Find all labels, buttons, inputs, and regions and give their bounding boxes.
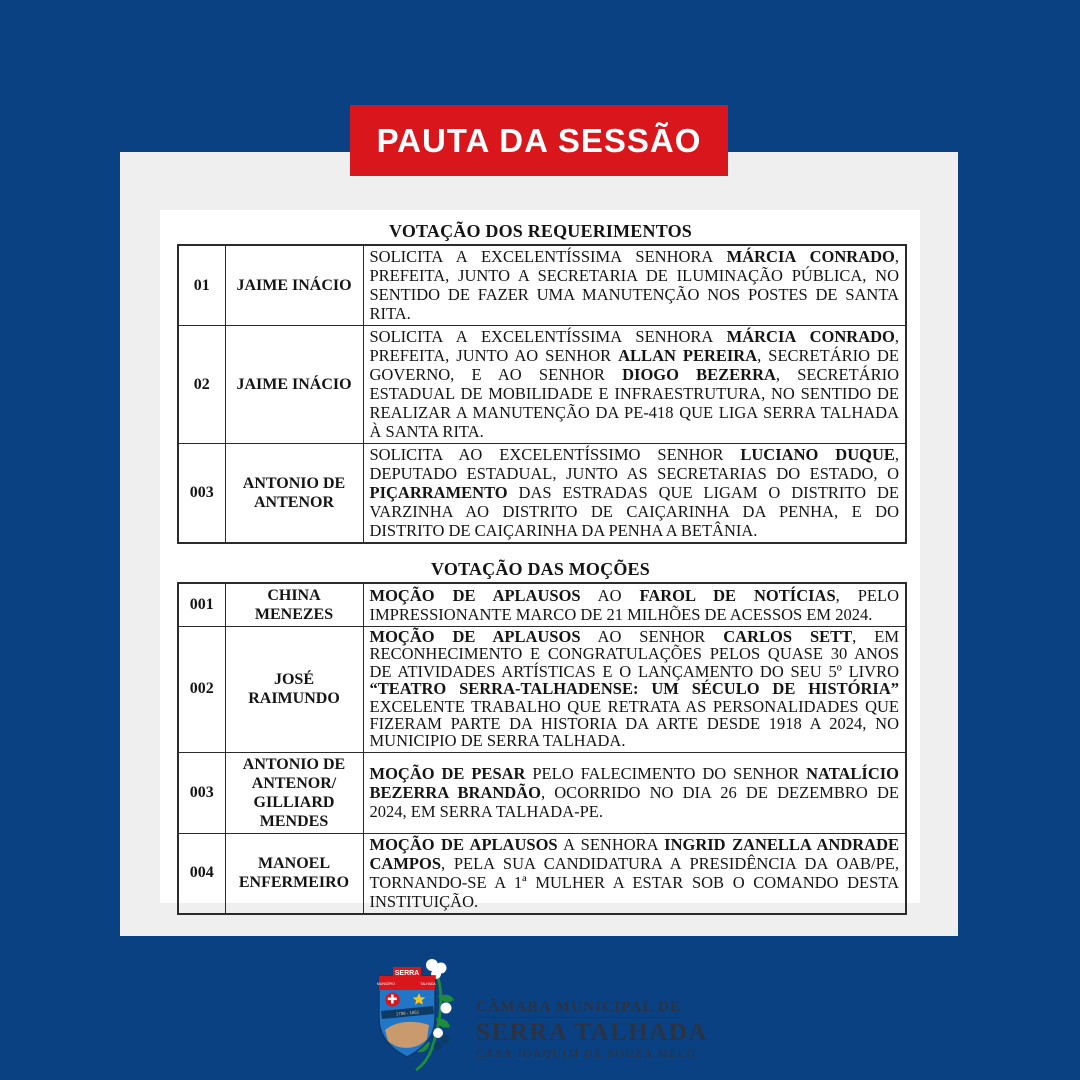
svg-text:MUNICÍPIO: MUNICÍPIO: [377, 982, 396, 986]
row-number-cell: 003: [178, 444, 225, 544]
mocoes-section-title: VOTAÇÃO DAS MOÇÕES: [431, 559, 650, 579]
description-cell: MOÇÃO DE APLAUSOS AO SENHOR CARLOS SETT, EM RECONHECIMENTO E CONGRATULAÇÕES PELOS QUASE 30 ANOS DE ATIVIDADES ARTÍSTICAS E O LANÇAMENTO DO SEU 5º LIVRO “TEATRO SERRA-TALHADENSE: UM SÉCULO DE HISTÓRIA” EXCELENTE TRABALHO QUE RETRATA AS PERSONALIDADES QUE FIZERAM PARTE DA HISTORIA DA ARTE DESDE 1918 A 2024, NO MUNICIPIO DE SERRA TALHADA.: [363, 627, 906, 753]
author-cell: ANTONIO DE ANTENOR: [225, 444, 363, 544]
description-cell: SOLICITA AO EXCELENTÍSSIMO SENHOR LUCIANO DUQUE, DEPUTADO ESTADUAL, JUNTO AS SECRETARIAS DO ESTADO, O PIÇARRAMENTO DAS ESTRADAS QUE LIGAM O DISTRITO DE VARZINHA AO DISTRITO DE CAIÇARINHA DA PENHA, E DO DISTRITO DE CAIÇARINHA DA PENHA A BETÂNIA.: [363, 444, 906, 544]
svg-text:1798 - 1851: 1798 - 1851: [395, 1009, 420, 1017]
description-cell: SOLICITA A EXCELENTÍSSIMA SENHORA MÁRCIA CONRADO, PREFEITA, JUNTO AO SENHOR ALLAN PEREIRA, SECRETÁRIO DE GOVERNO, E AO SENHOR DIOGO BEZERRA, SECRETÁRIO ESTADUAL DE MOBILIDADE E INFRAESTRUTURA, NO SENTIDO DE REALIZAR A MANUTENÇÃO DA PE-418 QUE LIGA SERRA TALHADA À SANTA RITA.: [363, 326, 906, 444]
org-tagline: CASA JOAQUIM DE SOUZA MELO: [476, 1047, 697, 1060]
requerimentos-section: [177, 221, 904, 544]
svg-text:TALHADA: TALHADA: [420, 982, 436, 986]
author-cell: ANTONIO DE ANTENOR/ GILLIARD MENDES: [225, 752, 363, 833]
org-name-top: CÂMARA MUNICIPAL DE: [476, 999, 681, 1018]
row-number-cell: 01: [178, 245, 225, 326]
description-cell: SOLICITA A EXCELENTÍSSIMA SENHORA MÁRCIA CONRADO, PREFEITA, JUNTO A SECRETARIA DE ILUMINAÇÃO PÚBLICA, NO SENTIDO DE FAZER UMA MANUTENÇÃO NOS POSTES DE SANTA RITA.: [363, 245, 906, 326]
requerimentos-table: [177, 244, 907, 544]
author-cell: JAIME INÁCIO: [225, 326, 363, 444]
row-number-cell: 004: [178, 833, 225, 914]
agenda-document: [160, 210, 920, 911]
banner-title: PAUTA DA SESSÃO: [376, 121, 702, 159]
table-row: [178, 326, 906, 444]
mocoes-table: [177, 582, 907, 915]
table-row: [178, 444, 906, 544]
author-cell: JOSÉ RAIMUNDO: [225, 627, 363, 753]
session-banner: [350, 105, 728, 176]
description-cell: MOÇÃO DE APLAUSOS AO FAROL DE NOTÍCIAS, PELO IMPRESSIONANTE MARCO DE 21 MILHÕES DE ACESSOS EM 2024.: [363, 583, 906, 627]
table-row: [178, 833, 906, 914]
row-number-cell: 02: [178, 326, 225, 444]
mocoes-section: [177, 559, 904, 915]
table-row: [178, 752, 906, 833]
requerimentos-section-title: VOTAÇÃO DOS REQUERIMENTOS: [388, 221, 693, 241]
org-text-block: [476, 971, 708, 1060]
org-name-main: SERRA TALHADA: [476, 1018, 708, 1046]
row-number-cell: 001: [178, 583, 225, 627]
table-row: [178, 583, 906, 627]
author-cell: MANOEL ENFERMEIRO: [225, 833, 363, 914]
author-cell: CHINA MENEZES: [225, 583, 363, 627]
table-row: [178, 245, 906, 326]
svg-text:SERRA: SERRA: [394, 970, 420, 977]
row-number-cell: 002: [178, 627, 225, 753]
table-row: [178, 627, 906, 753]
description-cell: MOÇÃO DE PESAR PELO FALECIMENTO DO SENHOR NATALÍCIO BEZERRA BRANDÃO, OCORRIDO NO DIA 26 DE DEZEMBRO DE 2024, EM SERRA TALHADA-PE.: [363, 752, 906, 833]
city-council-crest-icon: [372, 956, 464, 1074]
description-cell: MOÇÃO DE APLAUSOS A SENHORA INGRID ZANELLA ANDRADE CAMPOS, PELA SUA CANDIDATURA A PRESIDÊNCIA DA OAB/PE, TORNANDO-SE A 1ª MULHER A ESTAR SOB O COMANDO DESTA INSTITUIÇÃO.: [363, 833, 906, 914]
row-number-cell: 003: [178, 752, 225, 833]
author-cell: JAIME INÁCIO: [225, 245, 363, 326]
footer-logo: [0, 956, 1080, 1074]
